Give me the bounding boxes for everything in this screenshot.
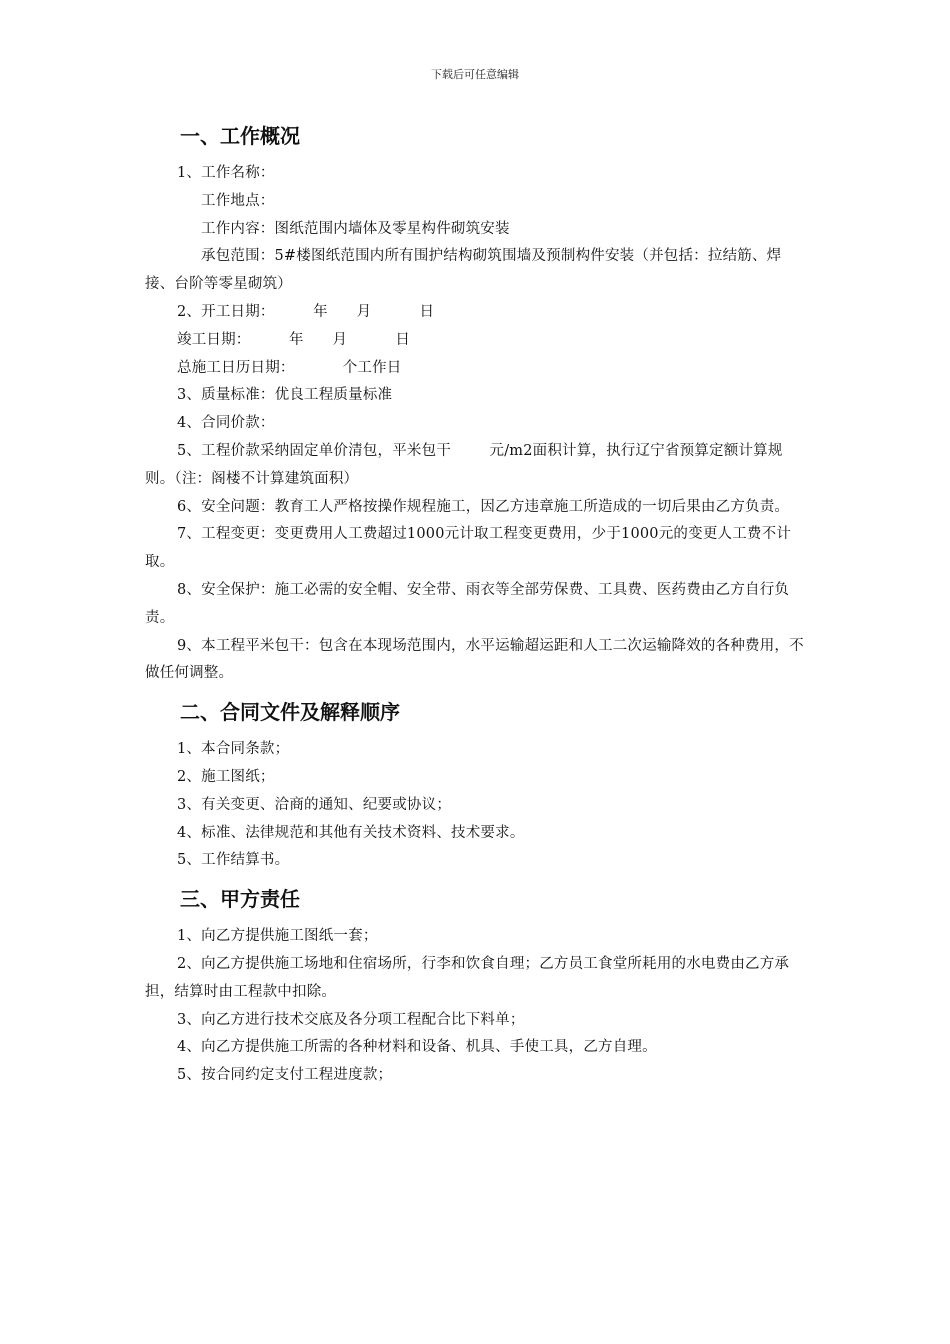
paragraph: 工作地点：	[201, 192, 275, 209]
paragraph: 9、本工程平米包干：包含在本现场范围内，水平运输超运距和人工二次运输降效的各种费用，不做任何调整。	[145, 637, 804, 682]
paragraph: 5、工作结算书。	[177, 852, 290, 869]
paragraph: 5、工程价款采纳固定单价清包，平米包干 元/m2面积计算，执行辽宁省预算定额计算规则。（注：阁楼不计算建筑面积）	[145, 442, 783, 487]
paragraph: 总施工日历日期： 个工作日	[177, 359, 402, 376]
paragraph: 1、向乙方提供施工图纸一套；	[177, 928, 378, 945]
paragraph: 1、工作名称：	[177, 165, 275, 181]
paragraph: 8、安全保护：施工必需的安全帽、安全带、雨衣等全部劳保费、工具费、医药费由乙方自行负责。	[145, 581, 790, 626]
section-heading-3: 三、甲方责任	[180, 887, 300, 912]
paragraph: 4、合同价款：	[177, 415, 275, 432]
paragraph: 4、标准、法律规范和其他有关技术资料、技术要求。	[177, 824, 525, 841]
paragraph: 竣工日期： 年 月 日	[177, 331, 411, 348]
paragraph: 3、向乙方进行技术交底及各分项工程配合比下料单；	[177, 1011, 525, 1028]
paragraph: 4、向乙方提供施工所需的各种材料和设备、机具、手使工具，乙方自理。	[177, 1039, 657, 1056]
paragraph: 3、质量标准：优良工程质量标准	[177, 387, 393, 404]
paragraph: 承包范围：5#楼图纸范围内所有围护结构砌筑围墙及预制构件安装（并包括：拉结筋、焊接、台阶等零星砌筑）	[145, 248, 782, 293]
paragraph: 1、本合同条款；	[177, 741, 290, 758]
paragraph: 2、向乙方提供施工场地和住宿场所，行李和饮食自理；乙方员工食堂所耗用的水电费由乙方承担，结算时由工程款中扣除。	[145, 955, 790, 1000]
page-header-note: 下载后可任意编辑	[431, 68, 519, 81]
section-heading-2: 二、合同文件及解释顺序	[180, 700, 400, 725]
paragraph: 6、安全问题：教育工人严格按操作规程施工，因乙方违章施工所造成的一切后果由乙方负责。	[177, 498, 790, 515]
paragraph: 5、按合同约定支付工程进度款；	[177, 1067, 393, 1084]
paragraph: 7、工程变更：变更费用人工费超过1000元计取工程变更费用，少于1000元的变更人工费不计取。	[145, 526, 792, 571]
document-body	[145, 118, 809, 1090]
paragraph: 工作内容：图纸范围内墙体及零星构件砌筑安装	[201, 220, 510, 237]
paragraph: 2、开工日期： 年 月 日	[177, 303, 435, 320]
section-heading-1: 一、工作概况	[180, 124, 300, 148]
paragraph: 2、施工图纸；	[177, 768, 275, 785]
paragraph: 3、有关变更、洽商的通知、纪要或协议；	[177, 796, 452, 813]
